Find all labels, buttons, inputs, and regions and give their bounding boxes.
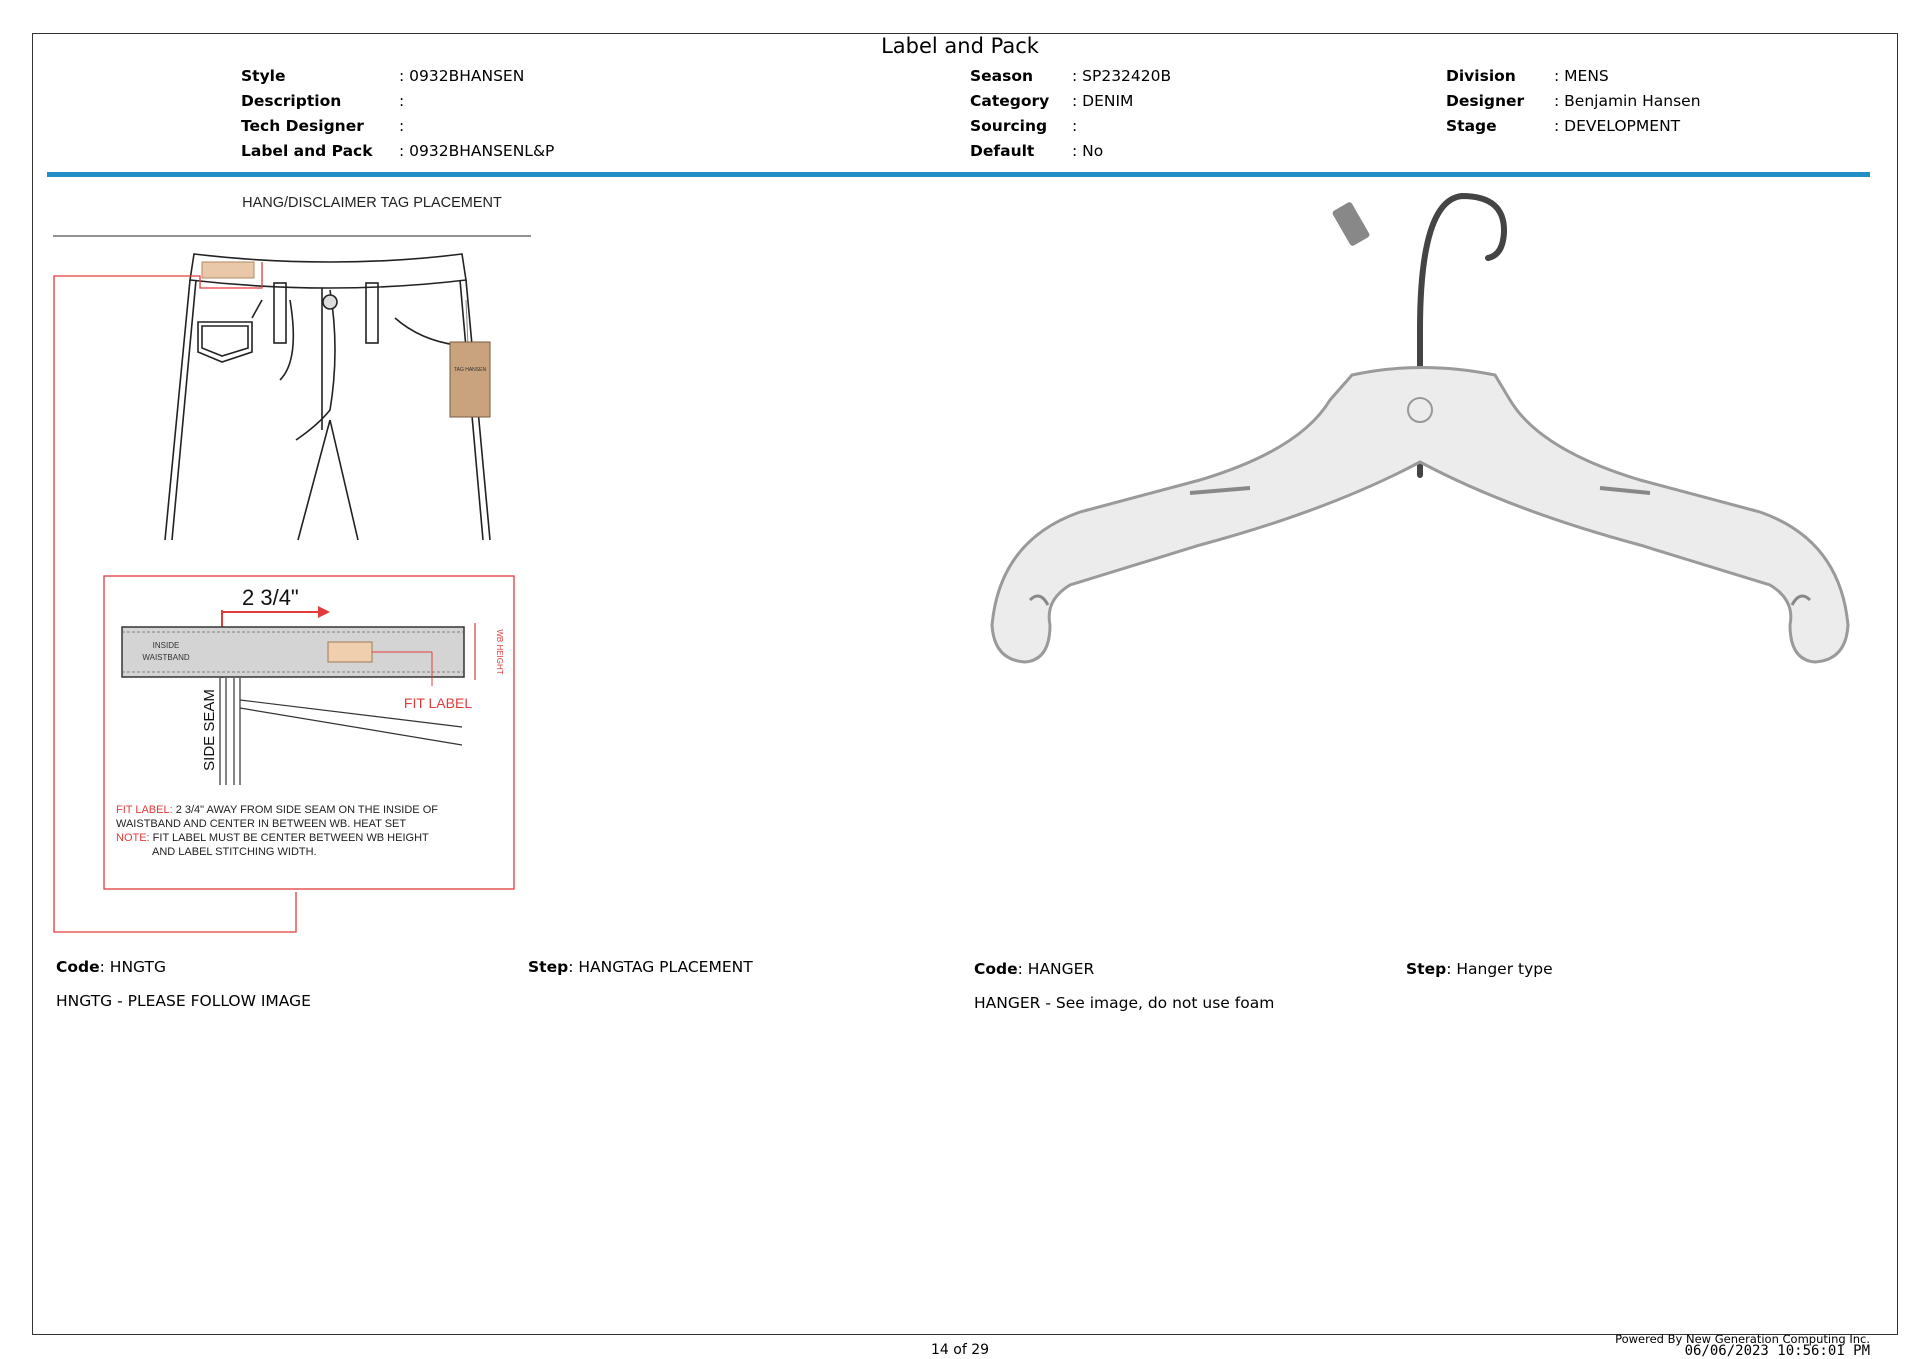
description-label: Description [241,92,342,110]
step-value-left: : HANGTAG PLACEMENT [568,958,753,976]
sourcing-label: Sourcing [970,117,1048,135]
hanger-hook-clip [1331,201,1370,247]
code-label-left: Code [56,958,100,976]
page-title: Label and Pack [881,34,1039,58]
style-label: Style [241,67,286,85]
code-value-right: : HANGER [1017,960,1095,978]
fit-label-marker [328,642,372,662]
note-text: FIT LABEL MUST BE CENTER BETWEEN WB HEIGHT [149,832,429,844]
wb-height-text: WB HEIGHT [495,629,504,675]
sourcing-value: : [1072,117,1078,135]
tech-designer-label: Tech Designer [241,117,364,135]
code-value-left: : HNGTG [99,958,166,976]
note-line-1 [116,804,438,816]
note-fit-label-text: 2 3/4" AWAY FROM SIDE SEAM ON THE INSIDE OF [172,804,438,816]
designer-label: Designer [1446,92,1525,110]
stage-label: Stage [1446,117,1497,135]
default-value: : No [1072,142,1104,160]
inside-waistband-text-1: INSIDE [152,641,180,650]
step-left-step [528,958,753,976]
description-value: : [399,92,405,110]
step-right-step [1406,960,1553,978]
season-value: : SP232420B [1072,67,1172,85]
note-fit-label-key: FIT LABEL: [116,804,173,816]
category-value: : DENIM [1072,92,1134,110]
hanger-body [992,368,1848,663]
note-key: NOTE: [116,832,150,844]
stage-value: : DEVELOPMENT [1554,117,1681,135]
division-label: Division [1446,67,1516,85]
step-left-description: HNGTG - PLEASE FOLLOW IMAGE [56,992,311,1010]
step-left-code [56,958,166,976]
label-and-pack-value: : 0932BHANSENL&P [399,142,555,160]
hanger-hooks-ends [1030,596,1810,605]
season-label: Season [970,67,1034,85]
note-line-2: WAISTBAND AND CENTER IN BETWEEN WB. HEAT SET [116,818,407,830]
designer-value: : Benjamin Hansen [1554,92,1701,110]
division-value: : MENS [1554,67,1609,85]
inside-label-marker [202,262,254,278]
default-label: Default [970,142,1035,160]
step-value-right: : Hanger type [1446,960,1553,978]
step-right-description: HANGER - See image, do not use foam [974,994,1275,1012]
measure-label: 2 3/4" [242,585,299,610]
note-line-3 [116,832,429,844]
step-right-code [974,960,1094,978]
category-label: Category [970,92,1050,110]
label-and-pack-label: Label and Pack [241,142,373,160]
note-line-4: AND LABEL STITCHING WIDTH. [152,846,317,858]
step-label-right: Step [1406,960,1447,978]
step-label-left: Step [528,958,569,976]
timestamp: 06/06/2023 10:56:01 PM [1684,1343,1870,1359]
inside-waistband-text-2: WAISTBAND [142,653,190,662]
hangtag-brand-text: TAG HANSEN [453,367,487,373]
fit-label-text: FIT LABEL [403,695,473,711]
code-label-right: Code [974,960,1018,978]
style-value: : 0932BHANSEN [399,67,525,85]
page-number: 14 of 29 [930,1342,990,1358]
powered-by: Powered By New Generation Computing Inc. [1615,1332,1870,1346]
powered-by-block [1615,1333,1870,1358]
tech-designer-value: : [399,117,405,135]
jeans-drawing [165,254,490,540]
hangtag-icon [450,342,490,417]
side-seam-text: SIDE SEAM [201,689,218,771]
tag-placement-heading: HANG/DISCLAIMER TAG PLACEMENT [242,195,502,211]
hanger-image [992,196,1848,662]
